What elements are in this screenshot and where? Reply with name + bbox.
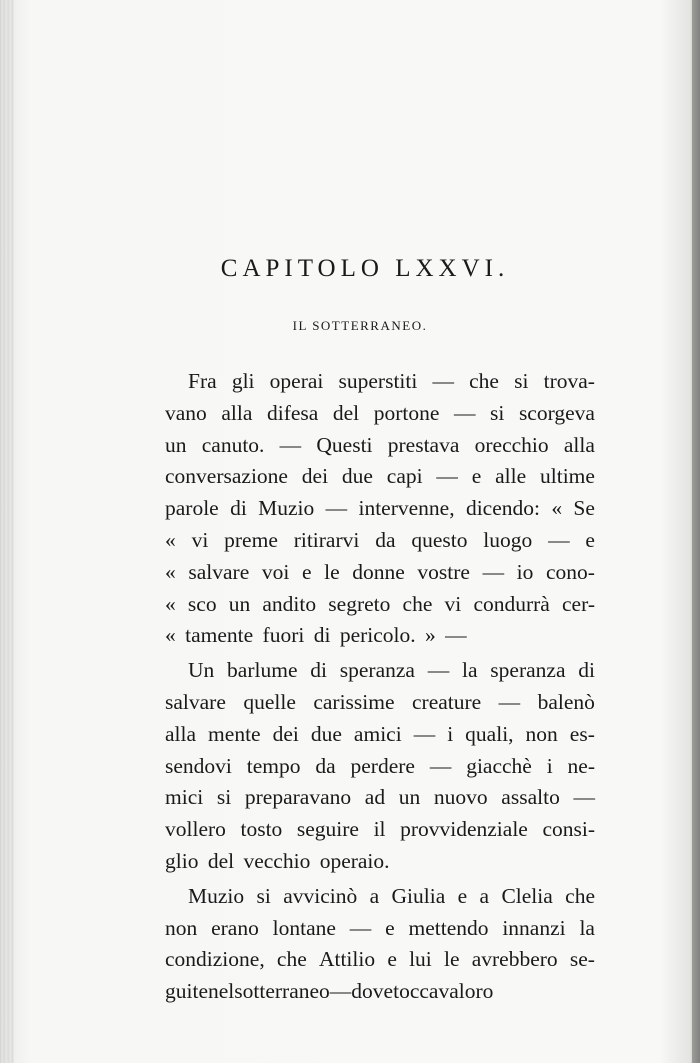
text-line: « sco un andito segreto che vi condurrà cer- xyxy=(165,591,595,616)
text-line: parole di Muzio — intervenne, dicendo: « Se xyxy=(165,496,595,521)
page-left-edge xyxy=(0,0,14,1063)
chapter-subtitle: IL SOTTERRANEO. xyxy=(292,318,428,333)
text-line: conversazione dei due capi — e alle ultime xyxy=(165,464,595,489)
chapter-title: CAPITOLO LXXVI. xyxy=(220,255,510,282)
text-line: Fra gli operai superstiti — che si trova- xyxy=(188,369,595,393)
text-line: non erano lontane — e mettendo innanzi la xyxy=(165,915,595,940)
text-line: « vi preme ritirarvi da questo luogo — e xyxy=(165,527,595,552)
text-line: sendovi tempo da perdere — giacchè i ne- xyxy=(165,753,595,778)
text-line: Muzio si avvicinò a Giulia e a Clelia che xyxy=(188,883,595,908)
text-line: guite nel sotterraneo — dove toccava loro xyxy=(165,979,494,1004)
text-line: alla mente dei due amici — i quali, non es- xyxy=(165,721,595,746)
text-line: « tamente fuori di pericolo. » — xyxy=(165,623,467,648)
text-line: « salvare voi e le donne vostre — io cono- xyxy=(165,559,595,584)
text-line: vano alla difesa del portone — si scorgeva xyxy=(165,400,595,425)
page-right-edge xyxy=(692,0,700,1063)
text-line: Un barlume di speranza — la speranza di xyxy=(188,658,595,683)
text-line: mici si preparavano ad un nuovo assalto — xyxy=(165,785,595,810)
text-line: glio del vecchio operaio. xyxy=(165,848,390,873)
text-line: condizione, che Attilio e lui le avrebbero se- xyxy=(165,947,595,972)
text-line: vollero tosto seguire il provvidenziale consi- xyxy=(165,817,595,842)
body-text xyxy=(165,366,595,1008)
text-line: un canuto. — Questi prestava orecchio alla xyxy=(165,432,595,457)
text-line: salvare quelle carissime creature — balenò xyxy=(165,689,595,714)
